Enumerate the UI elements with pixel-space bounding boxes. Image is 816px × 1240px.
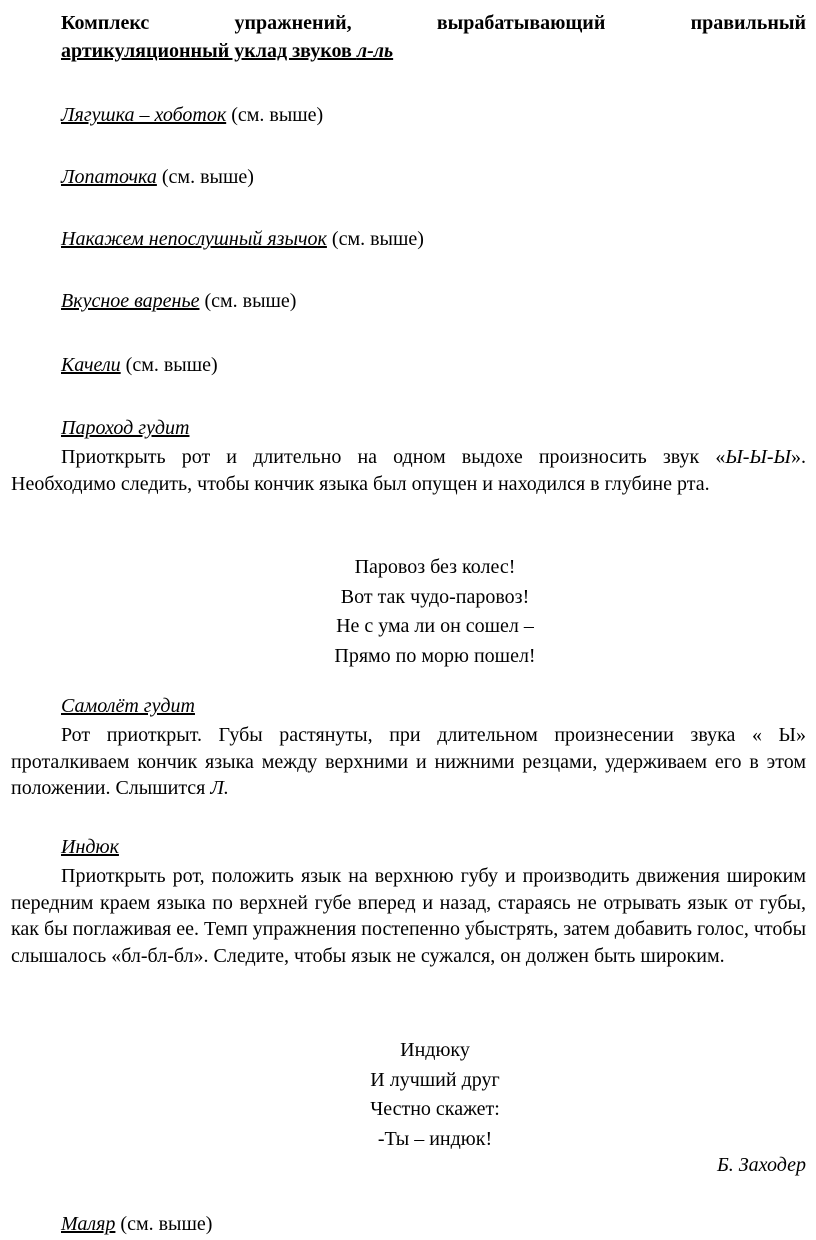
poem-line: Индюку <box>400 1039 470 1061</box>
exercise-item <box>61 164 254 190</box>
title-line-2 <box>61 38 806 64</box>
sound-emphasis: Ы-Ы-Ы <box>725 446 791 468</box>
poem-indyuk <box>0 1036 816 1154</box>
exercise-name: Вкусное варенье <box>61 290 200 312</box>
exercise-item-malyar <box>61 1211 212 1237</box>
poem-line: Не с ума ли он сошел – <box>336 615 534 637</box>
section-name: Индюк <box>61 836 119 858</box>
exercise-item <box>61 288 296 314</box>
paragraph-text: Приоткрыть рот, положить язык на верхнюю губу и производить движения широким передним краем языка по верхней губе вперед и назад, стараясь не отрывать язык от губы, как бы поглаживая ее. Темп упражнения постепенно убыстрять, затем добавить голос, чтобы слышалось «бл-бл-бл». Следите, чтобы язык не сужался, он должен быть широким. <box>11 865 806 967</box>
poem-line: Паровоз без колес! <box>354 556 516 578</box>
poem-parokhod <box>0 553 816 671</box>
paragraph-text: Приоткрыть рот и длительно на одном выдохе произносить звук « <box>61 446 726 468</box>
sound-emphasis: Л. <box>210 777 229 799</box>
title-underlined <box>61 40 393 62</box>
section-name: Самолёт гудит <box>61 695 195 717</box>
poem-line: И лучший друг <box>370 1068 500 1091</box>
section-heading-parokhod <box>61 415 189 441</box>
exercise-note: (см. выше) <box>326 228 424 250</box>
section-heading-samolet <box>61 693 195 719</box>
exercise-name: Качели <box>61 354 121 376</box>
exercise-name: Накажем непослушный язычок <box>61 228 327 250</box>
exercise-note: (см. выше) <box>199 290 297 312</box>
exercise-item <box>61 102 323 128</box>
paragraph-samolet <box>11 722 806 802</box>
poem-line: Вот так чудо-паровоз! <box>340 585 530 608</box>
title-line-1: Комплекс упражнений, вырабатывающий правильный <box>61 12 806 34</box>
exercise-name: Маляр <box>61 1213 116 1235</box>
paragraph-parokhod <box>11 444 806 497</box>
poem-line: -Ты – индюк! <box>377 1127 493 1150</box>
poem-author: Б. Заходер <box>716 1154 806 1176</box>
paragraph-indyuk <box>11 863 806 969</box>
poem-line: Прямо по морю пошел! <box>334 644 536 667</box>
exercise-item <box>61 352 218 378</box>
section-name: Пароход гудит <box>61 417 190 439</box>
paragraph-text: Рот приоткрыт. Губы растянуты, при длительном произнесении звука « Ы» проталкиваем кончик языка между верхними и нижними резцами, удерживаем его в этом положении. Слышится <box>11 724 806 799</box>
exercise-note: (см. выше) <box>120 354 218 376</box>
exercise-note: (см. выше) <box>115 1213 213 1235</box>
title-sounds: л-ль <box>356 40 394 62</box>
exercise-name: Лягушка – хоботок <box>61 104 227 126</box>
exercise-note: (см. выше) <box>226 104 324 126</box>
poem-line: Честно скажет: <box>370 1098 500 1120</box>
title-text: артикуляционный уклад звуков <box>61 40 357 62</box>
exercise-note: (см. выше) <box>156 166 254 188</box>
section-heading-indyuk <box>61 834 119 860</box>
exercise-item <box>61 226 424 252</box>
exercise-name: Лопаточка <box>61 166 157 188</box>
paragraph-text: ». Необходимо следить, чтобы кончик языка был опущен и находился в глубине рта. <box>11 446 806 495</box>
